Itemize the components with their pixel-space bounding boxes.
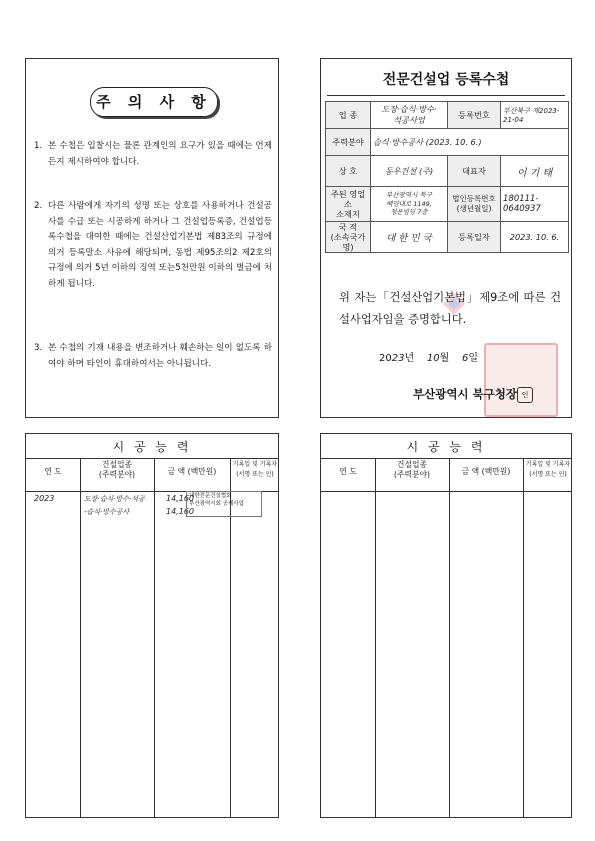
representative-value: 이 기 태 [501,156,569,187]
title-divider [327,95,565,96]
column-divider [449,458,450,817]
column-divider [154,458,155,817]
row-year: 2023 [34,494,55,503]
main-field-label: 주력분야 [326,129,371,156]
header-business-type: 건설업종 (주력분야) [393,460,431,479]
header-amount: 금 액 (백만원) [167,467,217,476]
notice-item-number: 1. [34,141,43,151]
row-amount: 14,160 [166,507,194,516]
trade-name-value: 동우건설 (주) [371,156,448,187]
reg-number-label: 등록번호 [448,102,501,129]
notice-item-2 [34,199,272,292]
notice-item-text: 다른 사람에게 자기의 성명 또는 상호를 사용하거나 건설공사를 수급 또는 시공하게 하거나 그 건설업등록증, 건설업등록수첩을 대여한 때에는 건설산업기본법 제83조의 규정에 의거 등록말소 사유에 해당되며, 동법 제95조의2 제2호의 규정에 의거 5년 이하의 징역 또는5천만원 이하의 벌금에 처하게 됩니다. [48,201,272,289]
notice-item-text: 본 수첩은 입찰시는 물론 관계인의 요구가 있을 때에는 언제든지 제시하여야 합니다. [48,141,272,167]
trade-name-label: 상 호 [326,156,371,187]
nationality-value: 대 한 민 국 [371,222,448,253]
business-type-label: 업 종 [326,102,371,129]
column-divider [523,458,524,817]
capability-title: 시 공 능 력 [112,440,192,454]
table-row [326,102,569,129]
header-year: 연 도 [44,467,62,476]
reg-date-label: 등록일자 [448,222,501,253]
association-stamp: 대한전문건설협회 부산광역시회 공제사업 [186,491,262,517]
office-label: 주된 영업소 소재지 [326,187,371,222]
notice-title: 주 의 사 항 [90,87,218,117]
row-business-type: 도장·습식·방수·석공 [84,495,145,503]
issue-date: 2023년 10월 6일 [379,353,479,364]
row-amount: 14,160 [166,494,194,503]
column-divider [80,458,81,817]
row-business-type: -습식·방수공사 [84,508,130,516]
corp-reg-value: 180111-0640937 [501,187,569,222]
construction-capability-panel-right [320,433,572,818]
header-business-type: 건설업종 (주력분야) [98,460,136,479]
notice-item-number: 3. [34,343,43,353]
reg-number-value: 부산북구 제2023-21-04 [501,102,569,129]
reg-date-value: 2023. 10. 6. [501,222,569,253]
capability-title: 시 공 능 력 [406,440,486,454]
main-field-value: 습식·방수공사 (2023. 10. 6.) [371,129,569,156]
certification-statement: 위 자는「건설산업기본법」제9조에 따른 건설사업자임을 증명합니다. [339,291,561,326]
nationality-label: 국 적 (소속국가명) [326,222,371,253]
table-row [326,222,569,253]
notice-panel [25,58,279,418]
office-value: 부산광역시 북구 백양대로 1149, 청운빌딩 7층 [371,187,448,222]
registration-table [325,101,569,253]
notice-item-number: 2. [34,201,43,211]
notice-item-text: 본 수첩의 기재 내용을 변조하거나 훼손하는 일이 없도록 하여야 하며 타인이 휴대하여서는 아니됩니다. [48,343,272,369]
header-year: 연 도 [339,467,357,476]
issuer-name: 부산광역시 북구청장 [413,387,517,401]
corp-reg-label: 법인등록번호 (생년월일) [448,187,501,222]
column-divider [375,458,376,817]
registration-certificate-panel [320,58,572,418]
official-seal-stamp [484,343,558,417]
business-type-value: 도장·습식·방수· 석공사업 [371,102,448,129]
header-amount: 금 액 (백만원) [461,467,511,476]
header-recorder: 기록일 및 기록자 (서명 또는 인) [525,461,571,478]
table-row [326,129,569,156]
certificate-title: 전문건설업 등록수첩 [382,72,510,88]
small-seal-mark: 인 [517,387,533,403]
header-recorder: 기록일 및 기록자 (서명 또는 인) [232,461,278,478]
table-row [326,187,569,222]
representative-label: 대표자 [448,156,501,187]
notice-item-3 [34,341,272,372]
table-row [326,156,569,187]
notice-item-1 [34,139,272,170]
